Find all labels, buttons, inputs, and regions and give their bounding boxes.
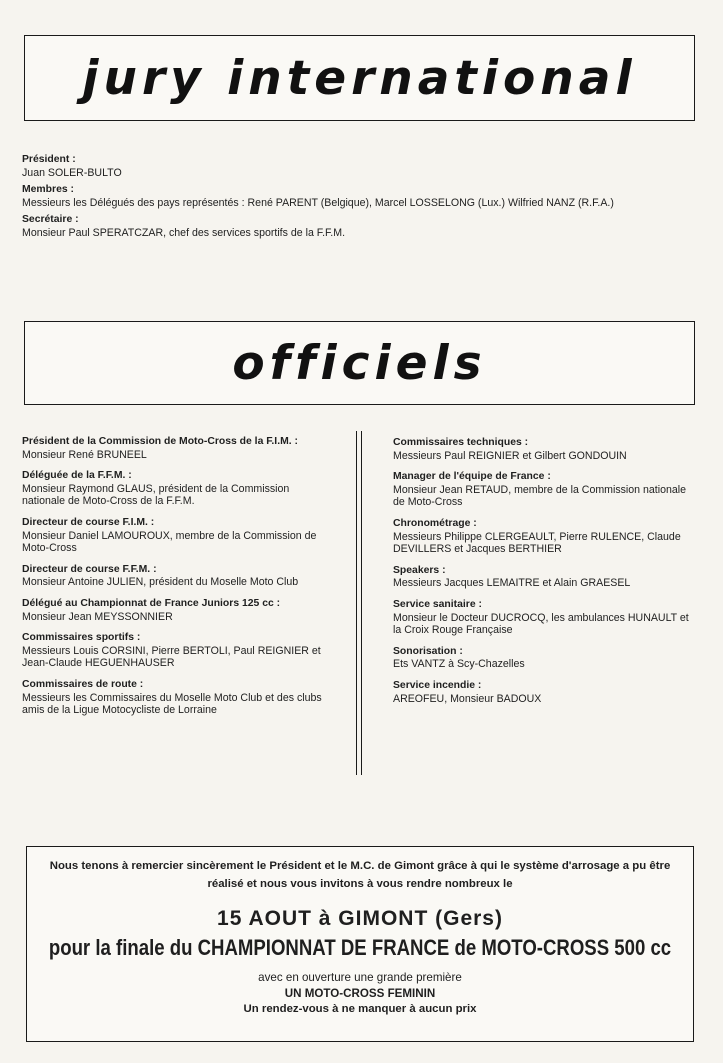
officiels-right-column [393, 437, 698, 714]
official-role: Directeur de course F.F.M. : [22, 563, 157, 575]
official-person: Monsieur Antoine JULIEN, président du Moselle Moto Club [22, 576, 299, 589]
jury-section [22, 150, 712, 245]
notice-closing: Un rendez-vous à ne manquer à aucun prix [243, 1003, 477, 1015]
official-person: Monsieur Daniel LAMOUROUX, membre de la Commission de Moto-Cross [22, 529, 317, 555]
jury-header-box [24, 35, 695, 121]
official-entry [393, 599, 698, 637]
official-entry [22, 517, 332, 555]
official-entry [393, 437, 698, 462]
official-person: Messieurs Philippe CLERGEAULT, Pierre RULENCE, Claude DEVILLERS et Jacques BERTHIER [393, 530, 681, 556]
official-role: Service incendie : [393, 679, 482, 691]
official-entry [393, 518, 698, 556]
members-value: Messieurs les Délégués des pays représentés : René PARENT (Belgique), Marcel LOSSELONG (Lux.) Wilfried NANZ (R.F.A.) [22, 196, 614, 209]
jury-president [22, 154, 712, 179]
jury-secretary [22, 214, 712, 239]
official-entry [393, 680, 698, 705]
official-person: Monsieur Raymond GLAUS, président de la Commission nationale de Moto-Cross de la F.F.M. [22, 482, 290, 508]
official-person: Monsieur Jean RETAUD, membre de la Commission nationale de Moto-Cross [393, 483, 687, 509]
official-role: Chronométrage : [393, 517, 477, 529]
members-label: Membres : [22, 184, 74, 196]
official-role: Président de la Commission de Moto-Cross de la F.I.M. : [22, 436, 298, 447]
invitation-notice-box [26, 846, 694, 1042]
official-entry [22, 470, 332, 508]
official-entry [393, 646, 698, 671]
president-value: Juan SOLER-BULTO [22, 166, 122, 179]
official-person: Ets VANTZ à Scy-Chazelles [393, 658, 525, 671]
official-role: Déléguée de la F.F.M. : [22, 470, 132, 482]
notice-final-line: pour la finale du CHAMPIONNAT DE FRANCE de MOTO-CROSS 500 cc [48, 935, 672, 960]
official-role: Service sanitaire : [393, 598, 482, 610]
official-role: Directeur de course F.I.M. : [22, 516, 155, 528]
officiels-title: officiels [232, 335, 487, 391]
official-entry [22, 632, 332, 670]
official-role: Speakers : [393, 564, 446, 576]
notice-opening: avec en ouverture une grande première [258, 971, 462, 984]
official-role: Commissaires de route : [22, 678, 144, 690]
official-role: Sonorisation : [393, 645, 463, 657]
notice-date-line: 15 AOUT à GIMONT (Gers) [217, 907, 503, 930]
secretary-value: Monsieur Paul SPERATCZAR, chef des services sportifs de la F.F.M. [22, 226, 346, 239]
jury-title: jury international [82, 50, 637, 106]
official-entry [22, 436, 332, 461]
official-entry [22, 679, 332, 717]
official-role: Commissaires sportifs : [22, 632, 141, 644]
official-person: Monsieur Jean MEYSSONNIER [22, 610, 173, 623]
official-person: Messieurs les Commissaires du Moselle Moto Club et des clubs amis de la Ligue Motocycliste de Lorraine [22, 691, 322, 717]
official-person: Monsieur le Docteur DUCROCQ, les ambulances HUNAULT et la Croix Rouge Française [393, 611, 689, 637]
official-role: Délégué au Championnat de France Juniors 125 cc : [22, 597, 281, 609]
official-person: Messieurs Louis CORSINI, Pierre BERTOLI, Paul REIGNIER et Jean-Claude HEGUENHAUSER [22, 644, 321, 670]
official-entry [22, 564, 332, 589]
official-person: Monsieur René BRUNEEL [22, 448, 147, 461]
official-entry [22, 598, 332, 623]
notice-intro: Nous tenons à remercier sincèrement le Président et le M.C. de Gimont grâce à qui le système d'arrosage a pu être réalisé et nous vous invitons à vous rendre nombreux le [49, 860, 671, 890]
president-label: Président : [22, 154, 76, 165]
official-person: Messieurs Paul REIGNIER et Gilbert GONDOUIN [393, 449, 627, 462]
secretary-label: Secrétaire : [22, 214, 79, 226]
jury-members [22, 184, 712, 209]
official-role: Commissaires techniques : [393, 437, 529, 448]
column-divider [356, 431, 362, 775]
notice-event: UN MOTO-CROSS FEMININ [284, 987, 436, 1000]
official-person: AREOFEU, Monsieur BADOUX [393, 692, 542, 705]
official-entry [393, 471, 698, 509]
official-role: Manager de l'équipe de France : [393, 471, 551, 483]
official-entry [393, 565, 698, 590]
officiels-header-box [24, 321, 695, 405]
official-person: Messieurs Jacques LEMAITRE et Alain GRAESEL [393, 577, 631, 590]
officiels-left-column [22, 436, 332, 726]
